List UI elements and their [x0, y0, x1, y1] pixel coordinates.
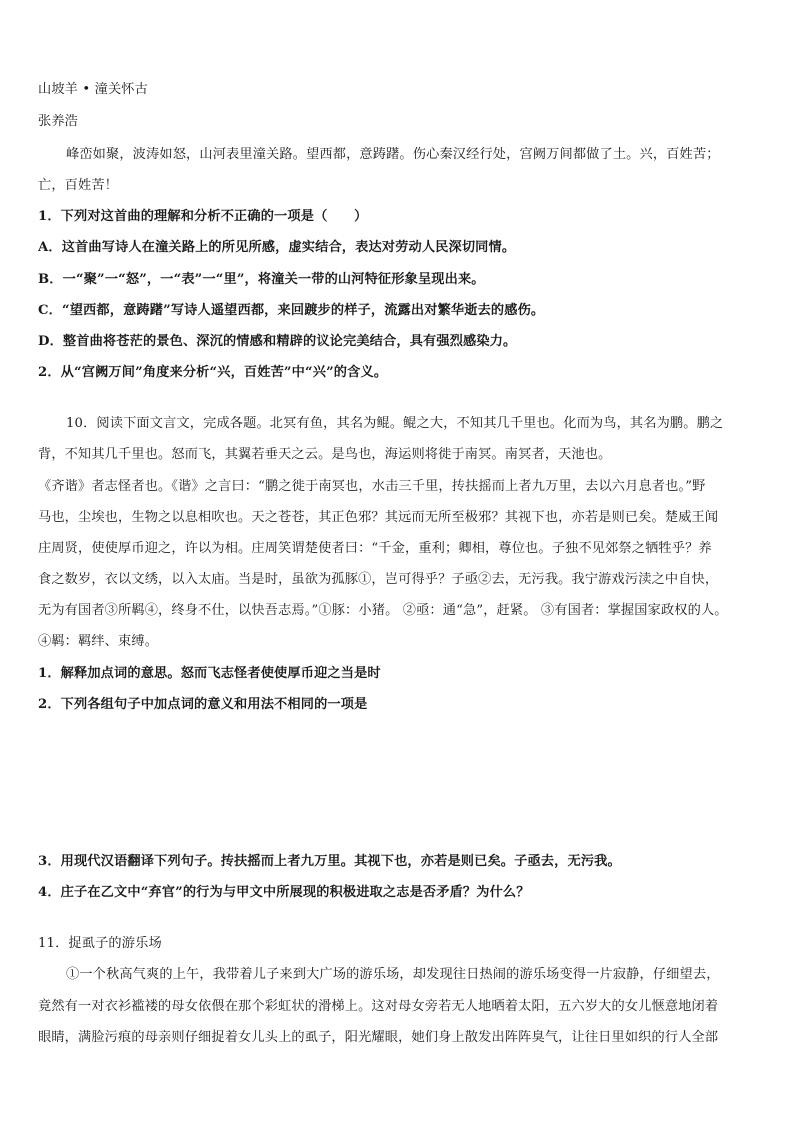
passage-line: 无为有国者③所羁④，终身不仕，以快吾志焉。”①豚：小猪。 ②亟：通“急”，赶紧。 ③有国者：掌握国家政权的人。	[38, 603, 728, 618]
poem-body-line: 亡，百姓苦！	[38, 178, 119, 193]
option-d: D．整首曲将苍茫的景色、深沉的情感和精辟的议论完美结合，具有强烈感染力。	[38, 334, 517, 349]
option-c: C．“望西都，意踌躇”写诗人遥望西都，来回踱步的样子，流露出对繁华逝去的感伤。	[38, 303, 545, 318]
poem-body-line: 峰峦如聚，波涛如怒，山河表里潼关路。望西都，意踌躇。伤心秦汉经行处，宫阙万间都做了土。兴，百姓苦；	[66, 147, 720, 162]
passage-line: 庄周贤，使使厚币迎之，许以为相。庄周笑谓楚使者曰：“千金，重利；卿相，尊位也。子独不见郊祭之牺牲乎？养	[38, 541, 712, 556]
passage-line: ④羁：羁绊、束缚。	[38, 634, 159, 649]
passage-line: 马也，尘埃也，生物之以息相吹也。天之苍苍，其正色邪？其远而无所至极邪？其视下也，亦若是则已矣。楚威王闻	[38, 510, 719, 525]
q11-paragraph-line: ①一个秋高气爽的上午，我带着儿子来到大广场的游乐场，却发现往日热闹的游乐场变得一片寂静，仔细望去，	[66, 967, 720, 982]
option-a: A．这首曲写诗人在潼关路上的所见所感，虚实结合，表达对劳动人民深切同情。	[38, 240, 516, 255]
passage-line: 10．阅读下面文言文，完成各题。北冥有鱼，其名为鲲。鲲之大，不知其几千里也。化而为鸟，其名为鹏。鹏之	[66, 416, 724, 431]
question-2: 2．从“宫阙万间”角度来分析“兴，百姓苦”中“兴”的含义。	[38, 365, 388, 380]
passage-line: 《齐谐》者志怪者也。《谐》之言曰：“鹏之徙于南冥也，水击三千里，抟扶摇而上者九万里，去以六月息者也。”野	[38, 479, 706, 494]
q11-title: 11．捉虱子的游乐场	[38, 936, 162, 951]
sub-question-3: 3．用现代汉语翻译下列句子。抟扶摇而上者九万里。其视下也，亦若是则已矣。子亟去，无污我。	[38, 854, 621, 869]
q11-paragraph-line: 竟然有一对衣衫褴褛的母女依偎在那个彩虹状的滑梯上。这对母女旁若无人地晒着太阳，五六岁大的女儿惬意地闭着	[38, 999, 719, 1014]
sub-question-2: 2．下列各组句子中加点词的意义和用法不相同的一项是	[38, 697, 368, 712]
poem-title: 山坡羊 • 潼关怀古	[38, 82, 148, 97]
passage-line: 背，不知其几千里也。怒而飞，其翼若垂天之云。是鸟也，海运则将徙于南冥。南冥者，天池也。	[38, 447, 612, 462]
sub-question-1: 1．解释加点词的意思。怒而飞志怪者使使厚币迎之当是时	[38, 666, 381, 681]
option-b: B．一“聚”一“怒”，一“表”一“里”，将潼关一带的山河特征形象呈现出来。	[38, 272, 485, 287]
sub-question-4: 4．庄子在乙文中“弃官”的行为与甲文中所展现的积极进取之志是否矛盾？为什么？	[38, 885, 530, 900]
passage-line: 食之数岁，衣以文绣，以入太庙。当是时，虽欲为孤豚①，岂可得乎？子亟②去，无污我。我宁游戏污渎之中自快，	[38, 572, 719, 587]
q11-paragraph-line: 眼睛，满脸污痕的母亲则仔细捉着女儿头上的虱子，阳光耀眼，她们身上散发出阵阵臭气，让往日里如织的行人全部	[38, 1030, 719, 1045]
question-1-stem: 1．下列对这首曲的理解和分析不正确的一项是（ ）	[38, 209, 368, 224]
poem-author: 张养浩	[38, 114, 79, 129]
